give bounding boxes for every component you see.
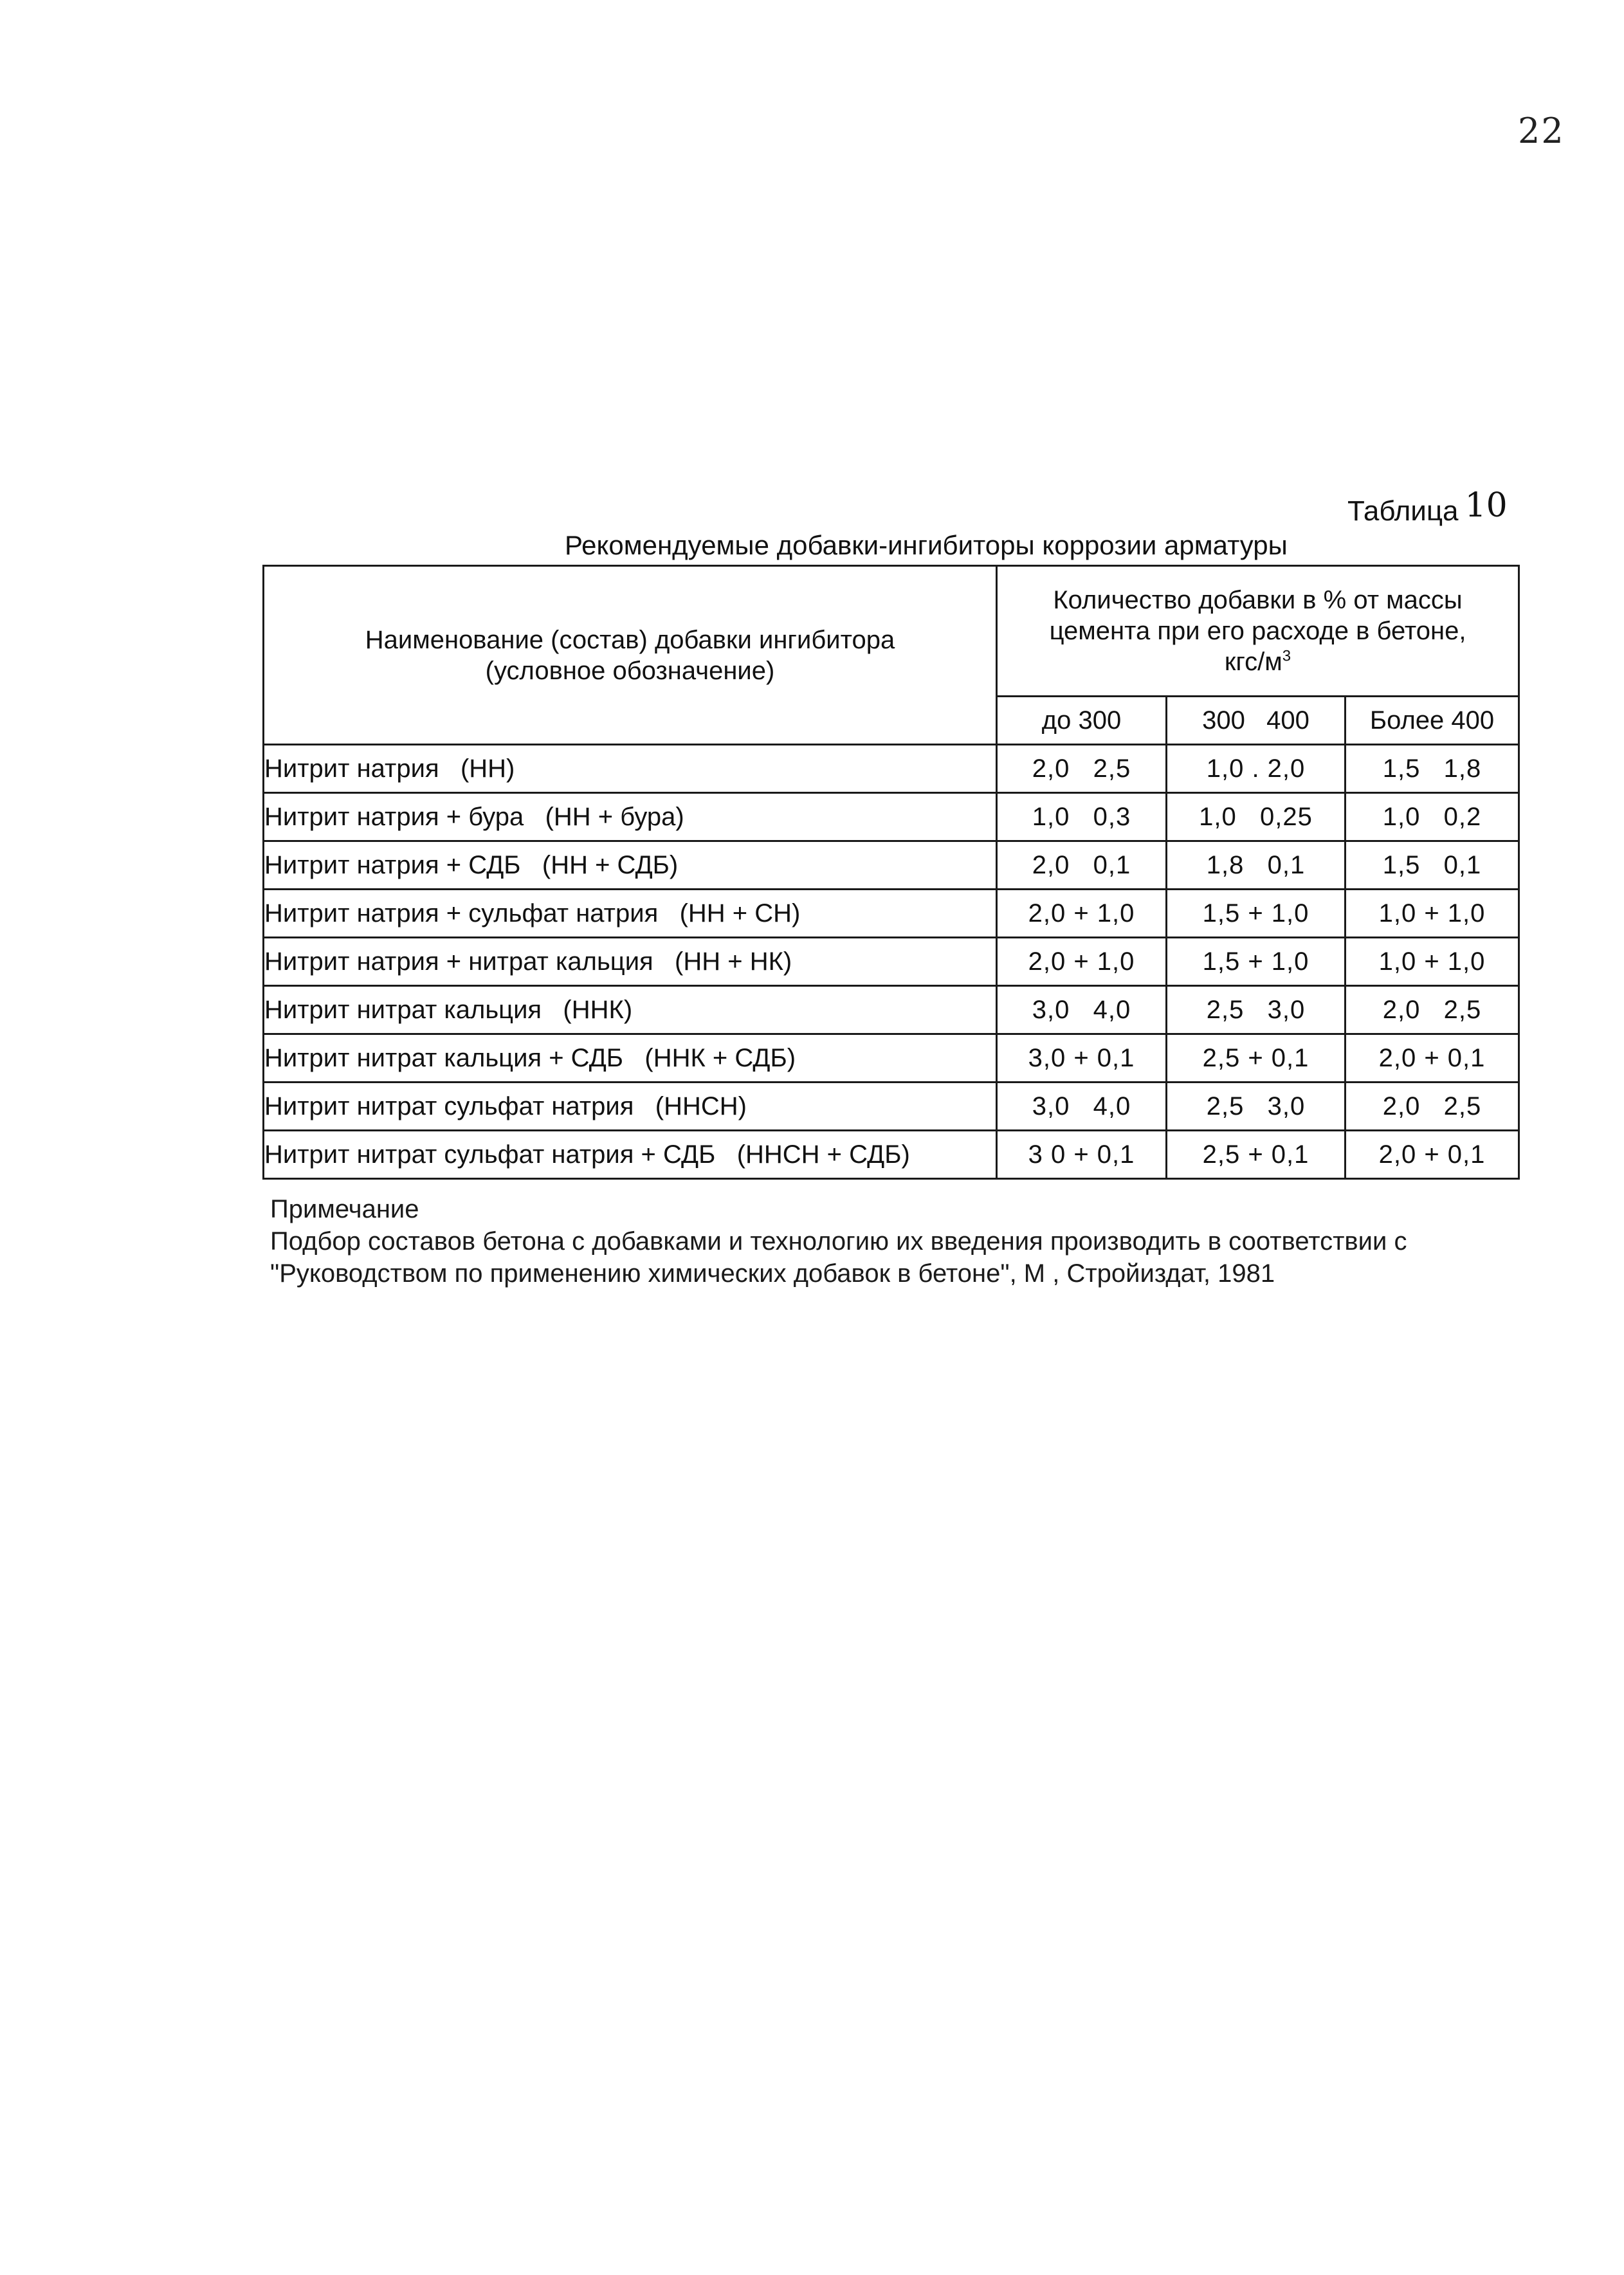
row-name: Нитрит натрия + сульфат натрия (НН + СН) — [264, 890, 997, 938]
header-sub-300-400: 300 400 — [1167, 697, 1346, 745]
row-value-300-400: 1,0 . 2,0 — [1167, 745, 1346, 793]
table-row — [264, 986, 1519, 1034]
table-title: Рекомендуемые добавки-ингибиторы коррозии арматуры — [565, 530, 1288, 560]
row-value-over-400: 1,5 0,1 — [1346, 841, 1519, 890]
row-value-300-400: 1,5 + 1,0 — [1167, 890, 1346, 938]
note-block — [270, 1193, 1531, 1290]
header-quantity-unit-sup: 3 — [1282, 647, 1291, 665]
row-value-up-to-300: 3,0 4,0 — [997, 986, 1167, 1034]
table-row — [264, 938, 1519, 986]
row-value-300-400: 2,5 3,0 — [1167, 1083, 1346, 1131]
inhibitor-table — [262, 565, 1520, 1180]
row-value-300-400: 2,5 + 0,1 — [1167, 1034, 1346, 1083]
header-name-cell — [264, 566, 997, 745]
row-name: Нитрит нитрат сульфат натрия + СДБ (ННСН + СДБ) — [264, 1131, 997, 1179]
header-sub-over-400: Более 400 — [1346, 697, 1519, 745]
note-line-2: "Руководством по применению химических добавок в бетоне", М , Стройиздат, 1981 — [270, 1259, 1275, 1288]
row-value-over-400: 1,5 1,8 — [1346, 745, 1519, 793]
table-row — [264, 745, 1519, 793]
row-name: Нитрит натрия (НН) — [264, 745, 997, 793]
row-name: Нитрит натрия + бура (НН + бура) — [264, 793, 997, 841]
table-label-word: Таблица — [1347, 495, 1459, 527]
header-quantity-cell — [997, 566, 1519, 697]
table-label — [1347, 486, 1508, 529]
row-value-up-to-300: 1,0 0,3 — [997, 793, 1167, 841]
header-sub-up-to-300: до 300 — [997, 697, 1167, 745]
note-line-1: Подбор составов бетона с добавками и технологию их введения производить в соответствии с — [270, 1227, 1407, 1256]
page-number: 22 — [1518, 111, 1565, 151]
row-value-up-to-300: 2,0 2,5 — [997, 745, 1167, 793]
header-quantity-unit-line — [998, 646, 1518, 677]
table-row — [264, 890, 1519, 938]
row-name: Нитрит натрия + СДБ (НН + СДБ) — [264, 841, 997, 890]
row-name: Нитрит натрия + нитрат кальция (НН + НК) — [264, 938, 997, 986]
inhibitor-table-container — [262, 565, 1518, 1180]
row-value-over-400: 2,0 2,5 — [1346, 1083, 1519, 1131]
row-value-over-400: 2,0 + 0,1 — [1346, 1034, 1519, 1083]
row-name: Нитрит нитрат сульфат натрия (ННСН) — [264, 1083, 997, 1131]
row-name: Нитрит нитрат кальция (ННК) — [264, 986, 997, 1034]
row-value-over-400: 1,0 + 1,0 — [1346, 938, 1519, 986]
row-value-up-to-300: 2,0 0,1 — [997, 841, 1167, 890]
row-value-300-400: 2,5 + 0,1 — [1167, 1131, 1346, 1179]
row-value-over-400: 2,0 + 0,1 — [1346, 1131, 1519, 1179]
row-name: Нитрит нитрат кальция + СДБ (ННК + СДБ) — [264, 1034, 997, 1083]
header-name-line2: (условное обозначение) — [485, 656, 775, 685]
row-value-300-400: 1,0 0,25 — [1167, 793, 1346, 841]
row-value-over-400: 2,0 2,5 — [1346, 986, 1519, 1034]
row-value-up-to-300: 2,0 + 1,0 — [997, 938, 1167, 986]
row-value-300-400: 1,8 0,1 — [1167, 841, 1346, 890]
note-title: Примечание — [270, 1195, 419, 1223]
header-quantity-unit: кгс/м — [1224, 648, 1282, 676]
header-name-line1: Наименование (состав) добавки ингибитора — [365, 625, 895, 654]
row-value-up-to-300: 2,0 + 1,0 — [997, 890, 1167, 938]
table-row — [264, 1083, 1519, 1131]
row-value-300-400: 2,5 3,0 — [1167, 986, 1346, 1034]
row-value-300-400: 1,5 + 1,0 — [1167, 938, 1346, 986]
table-row — [264, 841, 1519, 890]
row-value-over-400: 1,0 0,2 — [1346, 793, 1519, 841]
table-label-number: 10 — [1464, 486, 1508, 525]
row-value-over-400: 1,0 + 1,0 — [1346, 890, 1519, 938]
table-row — [264, 1131, 1519, 1179]
row-value-up-to-300: 3 0 + 0,1 — [997, 1131, 1167, 1179]
row-value-up-to-300: 3,0 + 0,1 — [997, 1034, 1167, 1083]
header-row-main — [264, 566, 1519, 697]
row-value-up-to-300: 3,0 4,0 — [997, 1083, 1167, 1131]
header-quantity-line2: цемента при его расходе в бетоне, — [1049, 617, 1466, 645]
table-row — [264, 793, 1519, 841]
table-row — [264, 1034, 1519, 1083]
header-quantity-line1: Количество добавки в % от массы — [1053, 586, 1463, 614]
